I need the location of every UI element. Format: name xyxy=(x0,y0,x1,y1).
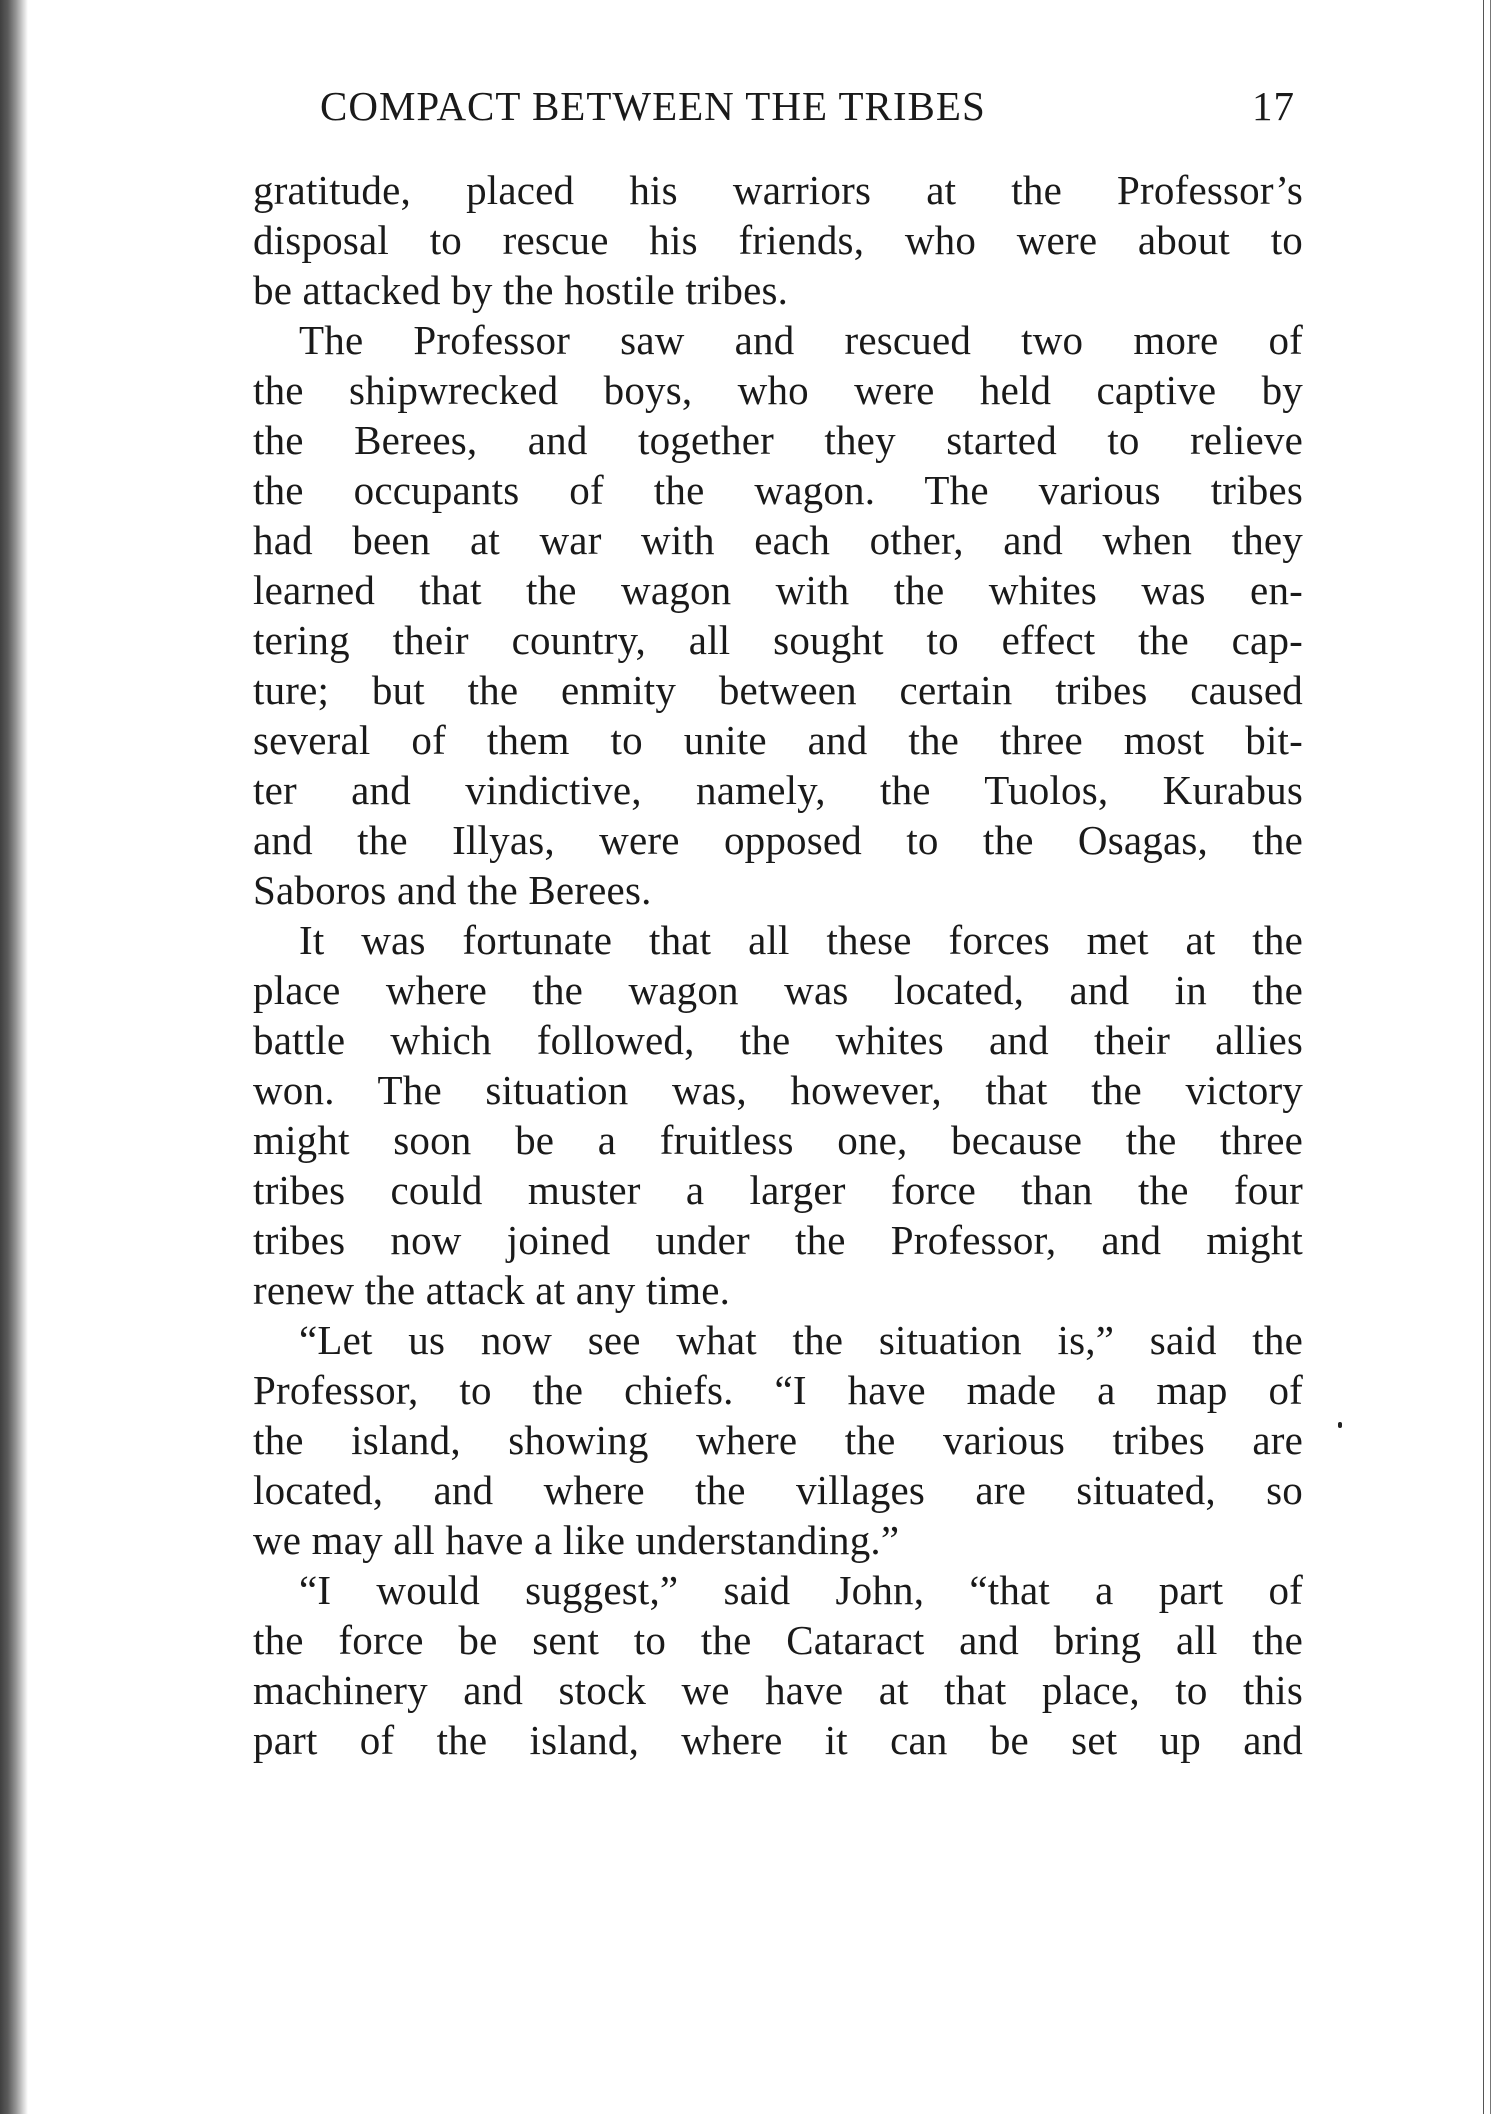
text-line: and the Illyas, were opposed to the Osagas, the xyxy=(253,817,1303,863)
text-line: the occupants of the wagon. The various tribes xyxy=(253,467,1303,513)
text-line: disposal to rescue his friends, who were about to xyxy=(253,217,1303,263)
text-line: The Professor saw and rescued two more of xyxy=(299,317,1303,363)
text-line: the island, showing where the various tribes are xyxy=(253,1417,1303,1463)
running-head xyxy=(320,82,1320,130)
text-line: might soon be a fruitless one, because the three xyxy=(253,1117,1303,1163)
text-line: tribes could muster a larger force than the four xyxy=(253,1167,1303,1213)
text-line: Saboros and the Berees. xyxy=(253,867,652,913)
text-line: renew the attack at any time. xyxy=(253,1267,731,1313)
text-line: “Let us now see what the situation is,” said the xyxy=(299,1317,1303,1363)
text-line: won. The situation was, however, that the victory xyxy=(253,1067,1303,1113)
text-line: several of them to unite and the three most bit- xyxy=(253,717,1303,763)
text-line: tribes now joined under the Professor, and might xyxy=(253,1217,1303,1263)
text-line: part of the island, where it can be set up and xyxy=(253,1717,1303,1763)
text-line: place where the wagon was located, and in the xyxy=(253,967,1303,1013)
text-line: tering their country, all sought to effect the cap- xyxy=(253,617,1303,663)
text-line: be attacked by the hostile tribes. xyxy=(253,267,789,313)
text-line: “I would suggest,” said John, “that a part of xyxy=(299,1567,1303,1613)
page-binding-edge xyxy=(0,0,28,2114)
text-line: battle which followed, the whites and their allies xyxy=(253,1017,1303,1063)
page-number: 17 xyxy=(1252,83,1295,129)
text-line: learned that the wagon with the whites was en- xyxy=(253,567,1303,613)
text-line: machinery and stock we have at that place, to this xyxy=(253,1667,1303,1713)
ink-speck xyxy=(1338,1422,1342,1428)
text-line: located, and where the villages are situated, so xyxy=(253,1467,1303,1513)
text-line: It was fortunate that all these forces met at the xyxy=(299,917,1303,963)
text-line: we may all have a like understanding.” xyxy=(253,1517,900,1563)
text-line: the force be sent to the Cataract and bring all the xyxy=(253,1617,1303,1663)
body-text xyxy=(253,165,1303,1765)
text-line: the shipwrecked boys, who were held captive by xyxy=(253,367,1303,413)
text-line: ter and vindictive, namely, the Tuolos, Kurabus xyxy=(253,767,1303,813)
text-line: gratitude, placed his warriors at the Professor’s xyxy=(253,167,1303,213)
text-line: ture; but the enmity between certain tribes caused xyxy=(253,667,1303,713)
page-right-edge xyxy=(1483,0,1491,2114)
text-line: Professor, to the chiefs. “I have made a map of xyxy=(253,1367,1303,1413)
text-line: the Berees, and together they started to relieve xyxy=(253,417,1303,463)
text-line: had been at war with each other, and when they xyxy=(253,517,1303,563)
running-head-title: COMPACT BETWEEN THE TRIBES xyxy=(320,83,986,129)
